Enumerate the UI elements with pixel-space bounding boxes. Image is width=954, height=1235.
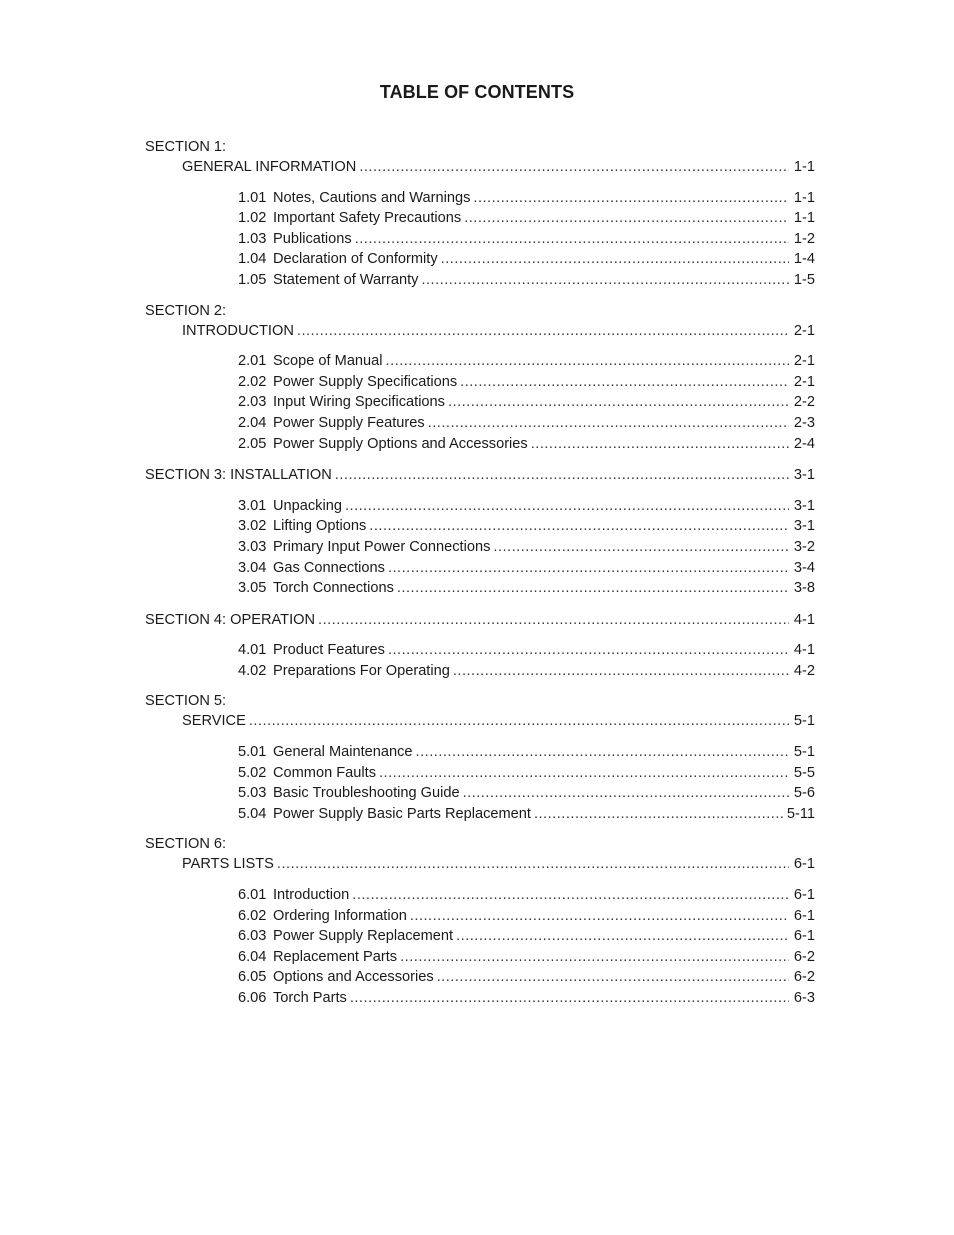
section-title: PARTS LISTS	[182, 856, 274, 873]
page-number: 2-1	[793, 322, 815, 339]
entry-title: Product Features	[273, 642, 385, 659]
dot-leader	[421, 270, 789, 291]
entry-title: Declaration of Conformity	[273, 251, 438, 268]
page-number: 5-1	[793, 713, 815, 730]
entry-title: Important Safety Precautions	[273, 210, 462, 227]
dot-leader	[388, 558, 789, 579]
page-number: 6-1	[793, 907, 815, 924]
toc-entry[interactable]	[145, 742, 815, 763]
entry-number: 3.01	[238, 497, 267, 514]
dot-leader	[410, 906, 789, 927]
entry-number: 6.05	[238, 969, 267, 986]
entry-title: Options and Accessories	[273, 969, 434, 986]
toc-entry[interactable]	[145, 413, 815, 434]
dot-leader	[355, 229, 789, 250]
table-of-contents	[145, 138, 815, 1020]
page-number: 2-1	[793, 373, 815, 390]
page-number: 5-5	[793, 764, 815, 781]
dot-leader	[388, 640, 789, 661]
entry-number: 6.04	[238, 948, 267, 965]
page-number: 3-8	[793, 580, 815, 597]
entry-number: 5.02	[238, 764, 267, 781]
entry-number: 6.01	[238, 887, 267, 904]
toc-entry[interactable]	[145, 537, 815, 558]
dot-leader	[352, 885, 789, 906]
toc-entry[interactable]	[145, 947, 815, 968]
entry-number: 5.01	[238, 744, 267, 761]
section-title: INTRODUCTION	[182, 322, 294, 339]
dot-leader	[416, 742, 789, 763]
dot-leader	[456, 926, 789, 947]
section-title: SECTION 4: OPERATION	[145, 611, 316, 628]
page-number: 2-3	[793, 414, 815, 431]
entry-title: Introduction	[273, 887, 350, 904]
dot-leader	[335, 465, 789, 486]
page-number: 6-1	[793, 887, 815, 904]
entry-number: 4.01	[238, 642, 267, 659]
toc-entry[interactable]	[145, 906, 815, 927]
page-number: 2-2	[793, 394, 815, 411]
page-number: 5-1	[793, 744, 815, 761]
section-title-row[interactable]	[145, 711, 815, 732]
dot-leader	[531, 434, 789, 455]
toc-entry[interactable]	[145, 640, 815, 661]
page-number: 4-1	[793, 611, 815, 628]
entry-title: Power Supply Options and Accessories	[273, 435, 528, 452]
page-number: 4-2	[793, 662, 815, 679]
entry-number: 5.03	[238, 785, 267, 802]
dot-leader	[460, 372, 789, 393]
entry-number: 1.01	[238, 189, 267, 206]
dot-leader	[345, 496, 789, 517]
entry-number: 2.03	[238, 394, 267, 411]
entry-number: 1.03	[238, 230, 267, 247]
dot-leader	[437, 967, 789, 988]
entry-title: Torch Parts	[273, 990, 347, 1006]
entry-title: Scope of Manual	[273, 353, 383, 370]
entry-number: 2.04	[238, 414, 267, 431]
entry-number: 6.03	[238, 928, 267, 945]
toc-entry[interactable]	[145, 351, 815, 372]
entry-number: 2.05	[238, 435, 267, 452]
dot-leader	[397, 578, 789, 599]
page-number: 5-11	[786, 805, 815, 822]
toc-entry[interactable]	[145, 804, 815, 825]
page-number: 4-1	[793, 642, 815, 659]
dot-leader	[297, 321, 789, 342]
toc-entry[interactable]	[145, 988, 815, 1009]
page-number: 2-4	[793, 435, 815, 452]
entry-number: 2.02	[238, 373, 267, 390]
section-title-row[interactable]	[145, 157, 815, 178]
toc-entry[interactable]	[145, 967, 815, 988]
toc-entry[interactable]	[145, 372, 815, 393]
toc-entry[interactable]	[145, 188, 815, 209]
dot-leader	[493, 537, 789, 558]
section-heading: SECTION 1:	[145, 139, 227, 155]
dot-leader	[386, 351, 789, 372]
toc-entry[interactable]	[145, 434, 815, 455]
entry-title: Primary Input Power Connections	[273, 538, 491, 555]
page-number: 1-1	[793, 189, 815, 206]
page-number: 3-4	[793, 559, 815, 576]
dot-leader	[463, 783, 789, 804]
entry-title: Gas Connections	[273, 559, 385, 576]
entry-title: Ordering Information	[273, 907, 407, 924]
toc-entry[interactable]	[145, 229, 815, 250]
entry-title: Lifting Options	[273, 518, 367, 535]
entry-number: 6.06	[238, 990, 267, 1006]
dot-leader	[249, 711, 789, 732]
dot-leader	[448, 392, 789, 413]
entry-title: Publications	[273, 230, 352, 247]
entry-title: Power Supply Replacement	[273, 928, 454, 945]
section-heading: SECTION 6:	[145, 836, 227, 853]
section-title-row[interactable]	[145, 321, 815, 342]
entry-number: 3.03	[238, 538, 267, 555]
entry-title: Common Faults	[273, 764, 376, 781]
entry-title: Notes, Cautions and Warnings	[273, 189, 471, 206]
toc-entry[interactable]	[145, 783, 815, 804]
toc-entry[interactable]	[145, 392, 815, 413]
section-2	[145, 302, 815, 455]
entry-number: 1.04	[238, 251, 267, 268]
page-number: 6-3	[793, 990, 815, 1006]
section-title: SERVICE	[182, 713, 246, 730]
page-number: 1-1	[793, 159, 815, 175]
page-number: 6-2	[793, 948, 815, 965]
page-number: 1-4	[793, 251, 815, 268]
dot-leader	[428, 413, 789, 434]
page-number: 1-5	[793, 271, 815, 288]
entry-title: Input Wiring Specifications	[273, 394, 445, 411]
toc-entry[interactable]	[145, 558, 815, 579]
page-number: 6-1	[793, 928, 815, 945]
section-title: SECTION 3: INSTALLATION	[145, 467, 332, 484]
entry-title: Torch Connections	[273, 580, 394, 597]
section-title-row[interactable]	[145, 465, 815, 486]
entry-title: Unpacking	[273, 497, 342, 514]
section-1	[145, 138, 815, 291]
section-heading: SECTION 5:	[145, 693, 227, 710]
section-5	[145, 692, 815, 824]
entry-number: 3.02	[238, 518, 267, 535]
page-number: 6-1	[793, 856, 815, 873]
dot-leader	[464, 208, 789, 229]
entry-number: 1.02	[238, 210, 267, 227]
page-number: 1-2	[793, 230, 815, 247]
section-title-row[interactable]	[145, 854, 815, 875]
dot-leader	[379, 763, 789, 784]
dot-leader	[441, 249, 789, 270]
entry-number: 6.02	[238, 907, 267, 924]
entry-title: Power Supply Features	[273, 414, 425, 431]
dot-leader	[350, 988, 789, 1009]
section-6	[145, 835, 815, 1008]
toc-entry[interactable]	[145, 763, 815, 784]
dot-leader	[318, 610, 789, 631]
dot-leader	[473, 188, 789, 209]
entry-number: 2.01	[238, 353, 267, 370]
section-heading: SECTION 2:	[145, 302, 227, 319]
toc-entry[interactable]	[145, 885, 815, 906]
section-title: GENERAL INFORMATION	[182, 159, 357, 175]
entry-number: 5.04	[238, 805, 267, 822]
toc-entry[interactable]	[145, 661, 815, 682]
toc-entry[interactable]	[145, 496, 815, 517]
page-number: 3-1	[793, 467, 815, 484]
dot-leader	[453, 661, 789, 682]
section-4	[145, 610, 815, 682]
entry-number: 1.05	[238, 271, 267, 288]
entry-title: Power Supply Specifications	[273, 373, 458, 390]
dot-leader	[359, 157, 789, 178]
page-number: 1-1	[793, 210, 815, 227]
section-title-row[interactable]	[145, 610, 815, 631]
toc-entry[interactable]	[145, 270, 815, 291]
page-number: 3-2	[793, 538, 815, 555]
entry-number: 4.02	[238, 662, 267, 679]
toc-entry[interactable]	[145, 926, 815, 947]
entry-title: Basic Troubleshooting Guide	[273, 785, 460, 802]
entry-title: General Maintenance	[273, 744, 413, 761]
dot-leader	[277, 854, 789, 875]
toc-entry[interactable]	[145, 578, 815, 599]
page-number: 3-1	[793, 497, 815, 514]
dot-leader	[369, 516, 789, 537]
toc-entry[interactable]	[145, 249, 815, 270]
toc-entry[interactable]	[145, 208, 815, 229]
entry-title: Statement of Warranty	[273, 271, 419, 288]
entry-title: Preparations For Operating	[273, 662, 450, 679]
entry-number: 3.05	[238, 580, 267, 597]
section-3	[145, 465, 815, 599]
toc-entry[interactable]	[145, 516, 815, 537]
page-number: 2-1	[793, 353, 815, 370]
page-number: 3-1	[793, 518, 815, 535]
entry-title: Power Supply Basic Parts Replacement	[273, 805, 531, 822]
entry-number: 3.04	[238, 559, 267, 576]
page-number: 5-6	[793, 785, 815, 802]
dot-leader	[534, 804, 783, 825]
page-number: 6-2	[793, 969, 815, 986]
dot-leader	[400, 947, 789, 968]
entry-title: Replacement Parts	[273, 948, 398, 965]
page-title: TABLE OF CONTENTS	[379, 82, 575, 102]
